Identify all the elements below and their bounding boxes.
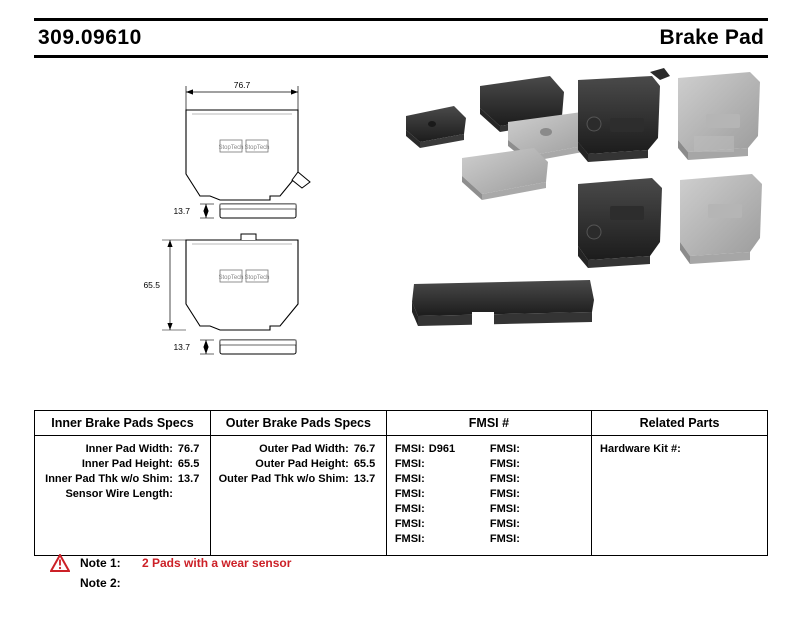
fmsi-row — [490, 472, 585, 487]
fmsi-label: FMSI: — [489, 443, 520, 455]
fmsi-value — [425, 518, 429, 530]
fmsi-cell — [386, 436, 591, 556]
fmsi-value — [425, 458, 429, 470]
column-header-related-parts: Related Parts — [592, 411, 768, 436]
illustration-svg — [34, 64, 768, 394]
specs-section — [34, 410, 768, 556]
fmsi-row — [395, 442, 490, 457]
fmsi-value — [520, 503, 524, 515]
fmsi-value — [520, 488, 524, 500]
fmsi-column-left — [395, 442, 490, 547]
product-photo-grid — [578, 68, 762, 268]
outer-spec-row — [217, 457, 380, 472]
note-1-label: Note 1: — [80, 556, 121, 570]
dim-thickness-lower: 13.7 — [173, 342, 190, 352]
fmsi-row — [395, 457, 490, 472]
inner-pad-height-label: Inner Pad Height: — [81, 458, 173, 470]
fmsi-label: FMSI: — [489, 518, 520, 530]
note-icon-placeholder — [50, 574, 70, 592]
inner-spec-row — [41, 457, 204, 472]
product-illustrations — [34, 64, 768, 394]
fmsi-label: FMSI: — [394, 533, 425, 545]
specs-table-body-row — [35, 436, 768, 556]
fmsi-label: FMSI: — [394, 443, 425, 455]
fmsi-row — [490, 502, 585, 517]
inner-spec-row — [41, 487, 204, 502]
svg-text:StopTech: StopTech — [244, 275, 270, 281]
svg-text:StopTech: StopTech — [244, 145, 270, 151]
svg-text:StopTech: StopTech — [218, 145, 244, 151]
fmsi-value — [520, 443, 524, 455]
inner-pad-height-value: 65.5 — [177, 458, 200, 470]
outer-pad-width-label: Outer Pad Width: — [259, 443, 349, 455]
technical-drawing-upper-side — [200, 204, 296, 218]
warning-icon — [50, 554, 70, 572]
outer-pad-thickness-value: 13.7 — [353, 473, 376, 485]
inner-pad-width-value: 76.7 — [177, 443, 200, 455]
part-number: 309.09610 — [38, 26, 142, 49]
outer-pad-thickness-label: Outer Pad Thk w/o Shim: — [218, 473, 349, 485]
note-row-2 — [50, 573, 550, 593]
dim-width-top: 76.7 — [233, 80, 251, 90]
fmsi-value — [425, 473, 429, 485]
note-2-label: Note 2: — [80, 576, 121, 590]
fmsi-label: FMSI: — [394, 503, 425, 515]
sensor-wire-length-label: Sensor Wire Length: — [65, 488, 173, 500]
fmsi-value — [520, 533, 524, 545]
fmsi-label: FMSI: — [394, 488, 425, 500]
specs-table-header-row — [35, 411, 768, 436]
fmsi-row — [490, 517, 585, 532]
fmsi-row — [490, 442, 585, 457]
fmsi-row — [395, 502, 490, 517]
fmsi-column-right — [490, 442, 585, 547]
fmsi-row — [490, 487, 585, 502]
column-header-fmsi: FMSI # — [386, 411, 591, 436]
specs-table — [34, 410, 768, 556]
fmsi-value — [520, 458, 524, 470]
sensor-wire-length-value — [178, 487, 204, 502]
fmsi-label: FMSI: — [489, 473, 520, 485]
fmsi-row — [395, 487, 490, 502]
outer-spec-row — [217, 442, 380, 457]
fmsi-row — [395, 517, 490, 532]
technical-drawing-lower-side — [200, 340, 296, 354]
fmsi-value: D961 — [428, 443, 456, 455]
fmsi-row — [395, 532, 490, 547]
fmsi-row — [490, 457, 585, 472]
inner-pad-thickness-label: Inner Pad Thk w/o Shim: — [45, 473, 173, 485]
inner-pad-thickness-value: 13.7 — [177, 473, 200, 485]
fmsi-value — [425, 503, 429, 515]
technical-drawing-upper — [186, 86, 310, 200]
fmsi-label: FMSI: — [489, 488, 520, 500]
product-photo-group — [406, 76, 596, 330]
inner-pad-width-label: Inner Pad Width: — [85, 443, 173, 455]
fmsi-row — [490, 532, 585, 547]
fmsi-label: FMSI: — [489, 503, 520, 515]
outer-spec-row — [217, 472, 380, 487]
svg-text:StopTech: StopTech — [218, 275, 244, 281]
column-header-outer-specs: Outer Brake Pads Specs — [210, 411, 386, 436]
outer-pad-height-label: Outer Pad Height: — [255, 458, 349, 470]
note-1-text: 2 Pads with a wear sensor — [142, 556, 292, 570]
inner-spec-row — [41, 472, 204, 487]
fmsi-value — [520, 473, 524, 485]
dim-height: 65.5 — [143, 280, 160, 290]
note-row-1 — [50, 553, 550, 573]
fmsi-label: FMSI: — [394, 458, 425, 470]
fmsi-value — [520, 518, 524, 530]
inner-spec-row — [41, 442, 204, 457]
fmsi-value — [425, 488, 429, 500]
outer-pad-height-value: 65.5 — [353, 458, 376, 470]
technical-drawing-lower — [162, 234, 298, 330]
outer-pad-width-value: 76.7 — [353, 443, 376, 455]
hardware-kit-label: Hardware Kit #: — [600, 443, 681, 455]
dim-thickness-upper: 13.7 — [173, 206, 190, 216]
page-header — [34, 18, 768, 58]
notes-section — [50, 553, 550, 593]
fmsi-label: FMSI: — [394, 473, 425, 485]
inner-specs-cell — [35, 436, 211, 556]
fmsi-row — [395, 472, 490, 487]
fmsi-label: FMSI: — [489, 458, 520, 470]
fmsi-value — [425, 533, 429, 545]
page-title: Brake Pad — [659, 26, 764, 49]
fmsi-label: FMSI: — [489, 533, 520, 545]
outer-specs-cell — [210, 436, 386, 556]
fmsi-label: FMSI: — [394, 518, 425, 530]
related-parts-cell — [592, 436, 768, 556]
column-header-inner-specs: Inner Brake Pads Specs — [35, 411, 211, 436]
